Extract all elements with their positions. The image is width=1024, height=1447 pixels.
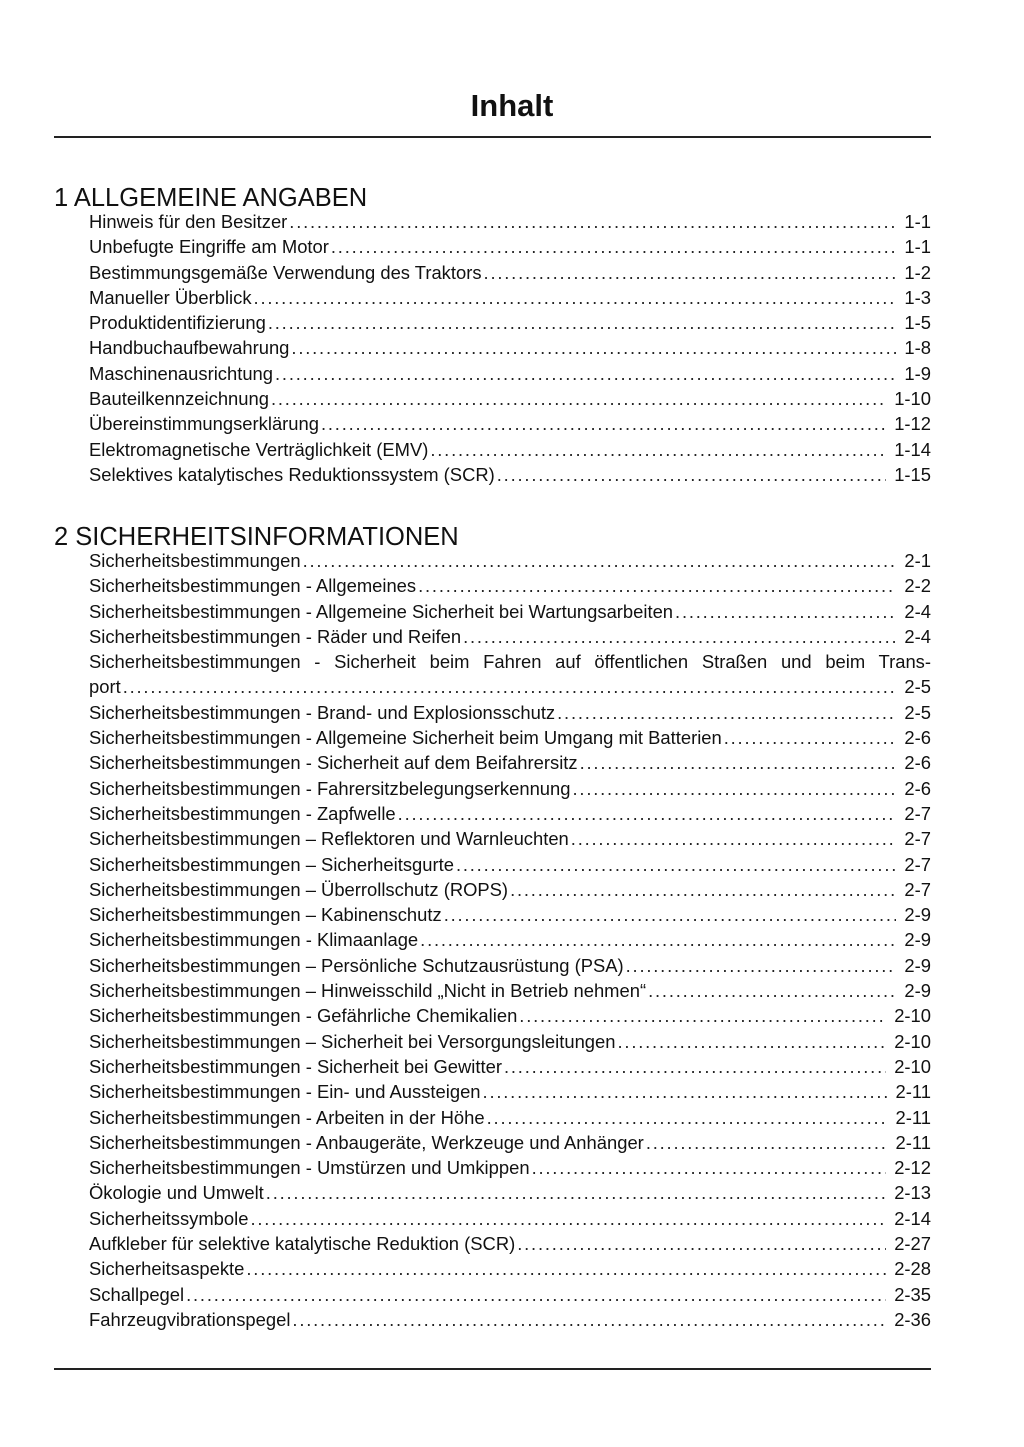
toc-entry-page: 2-7 [904,878,931,900]
toc-entry-page: 2-4 [904,625,931,647]
toc-entry-title: Sicherheitsbestimmungen - Sicherheit auf dem Beifahrersitz [89,752,578,774]
toc-entry-title: Sicherheitsbestimmungen - Sicherheit beim Fahren auf öffentlichen Straßen und beim Trans- [89,651,931,673]
toc-entry[interactable] [89,1256,931,1281]
toc-entry[interactable] [89,386,931,411]
toc-entry[interactable] [89,437,931,462]
toc-entry-title: Handbuchaufbewahrung [89,337,290,359]
toc-entry[interactable] [89,1155,931,1180]
dot-leader [250,1206,886,1231]
toc-entry[interactable] [89,573,931,598]
toc-entry-title: Sicherheitsbestimmungen - Gefährliche Chemikalien [89,1005,518,1027]
toc-entry-page: 2-12 [894,1157,931,1179]
toc-entry[interactable] [89,599,931,624]
toc-entry-page: 2-11 [895,1131,931,1153]
toc-entry-page: 1-2 [904,261,931,283]
dot-leader [268,310,897,335]
toc-entry-title: Sicherheitsbestimmungen - Sicherheit bei Gewitter [89,1055,502,1077]
toc-entry-title: Sicherheitssymbole [89,1207,249,1229]
toc-entry-title: Selektives katalytisches Reduktionssystem (SCR) [89,463,495,485]
dot-leader [291,335,896,360]
toc-entry-page: 2-36 [894,1308,931,1330]
dot-leader [418,573,896,598]
toc-entry-title: Sicherheitsbestimmungen - Arbeiten in der Höhe [89,1106,485,1128]
dot-leader [497,462,886,487]
toc-entry-page: 2-11 [895,1106,931,1128]
toc-entry-title: Manueller Überblick [89,286,252,308]
dot-leader [254,285,897,310]
toc-entry-title: Produktidentifizierung [89,312,266,334]
dot-leader [487,1105,888,1130]
toc-entry-page: 2-9 [904,929,931,951]
toc-entry[interactable] [89,1105,931,1130]
section-heading-1: 1 ALLGEMEINE ANGABEN [54,184,368,212]
toc-entry-title: Maschinenausrichtung [89,362,274,384]
toc-entry[interactable] [89,1231,931,1256]
toc-entry[interactable] [89,624,931,649]
dot-leader [246,1256,886,1281]
toc-entry-page: 2-6 [904,727,931,749]
toc-entry-title: Sicherheitsbestimmungen - Umstürzen und Umkippen [89,1157,530,1179]
toc-entry[interactable] [89,462,931,487]
toc-entry[interactable] [89,1206,931,1231]
dot-leader [303,548,897,573]
toc-entry[interactable] [89,1029,931,1054]
toc-entry-page: 1-5 [904,312,931,334]
toc-entry[interactable] [89,750,931,775]
toc-entry-page: 1-3 [904,286,931,308]
toc-entry-page: 1-12 [894,413,931,435]
toc-entry-page: 1-14 [894,438,931,460]
toc-entry-title: Sicherheitsbestimmungen - Allgemeines [89,575,417,597]
toc-entry-page: 1-8 [904,337,931,359]
toc-entry-title: Sicherheitsbestimmungen – Sicherheitsgurte [89,853,454,875]
toc-entry-title: Sicherheitsbestimmungen – Sicherheit bei Versorgungsleitungen [89,1030,616,1052]
dot-leader [648,978,896,1003]
dot-leader [510,877,896,902]
toc-entry-page: 2-11 [895,1081,931,1103]
toc-entry[interactable] [89,852,931,877]
toc-entry-title: Fahrzeugvibrationspegel [89,1308,291,1330]
dot-leader [573,776,897,801]
toc-entry-page: 2-28 [894,1258,931,1280]
toc-entry-title: Sicherheitsbestimmungen - Zapfwelle [89,802,396,824]
toc-entry[interactable] [89,927,931,952]
toc-entry[interactable] [89,1079,931,1104]
toc-entry[interactable] [89,1130,931,1155]
toc-entry-title: Bestimmungsgemäße Verwendung des Traktors [89,261,482,283]
toc-entry-title: Sicherheitsbestimmungen - Räder und Reifen [89,625,462,647]
toc-entry-page: 1-9 [904,362,931,384]
dot-leader [420,927,896,952]
toc-entry-title: Sicherheitsbestimmungen – Persönliche Schutzausrüstung (PSA) [89,954,624,976]
toc-entry-page: 2-7 [904,802,931,824]
toc-entry[interactable] [89,1003,931,1028]
toc-entry-page: 2-4 [904,600,931,622]
toc-entry-title: Sicherheitsbestimmungen - Allgemeine Sicherheit beim Umgang mit Batterien [89,727,722,749]
toc-entry-page: 2-13 [894,1182,931,1204]
toc-entry-title: Ökologie und Umwelt [89,1182,264,1204]
toc-entry-page: 2-10 [894,1055,931,1077]
toc-entry-page: 2-6 [904,752,931,774]
section-1-entries [89,209,931,487]
dot-leader [456,852,896,877]
dot-leader [186,1282,886,1307]
top-divider [54,136,931,138]
toc-entry[interactable] [89,234,931,259]
dot-leader [504,1054,886,1079]
toc-entry[interactable] [89,411,931,436]
toc-entry-page: 1-1 [904,236,931,258]
toc-entry-page: 2-9 [904,954,931,976]
toc-entry-page: 2-2 [904,575,931,597]
toc-entry[interactable] [89,1307,931,1332]
toc-entry-page: 2-10 [894,1030,931,1052]
toc-entry[interactable] [89,260,931,285]
toc-entry[interactable] [89,902,931,927]
toc-entry-title: Bauteilkennzeichnung [89,388,269,410]
dot-leader [580,750,897,775]
toc-entry-title: Sicherheitsbestimmungen - Anbaugeräte, Werkzeuge und Anhänger [89,1131,644,1153]
dot-leader [675,599,896,624]
dot-leader [266,1180,886,1205]
toc-entry[interactable] [89,285,931,310]
toc-entry-page: 2-5 [904,701,931,723]
toc-entry[interactable] [89,725,931,750]
dot-leader [321,411,886,436]
dot-leader [519,1003,886,1028]
toc-entry-title: Sicherheitsbestimmungen - Allgemeine Sicherheit bei Wartungsarbeiten [89,600,674,622]
toc-entry-title: Übereinstimmungserklärung [89,413,319,435]
section-2-entries [89,548,931,1332]
toc-entry[interactable] [89,209,931,234]
toc-entry-title: Sicherheitsbestimmungen - Brand- und Explosionsschutz [89,701,556,723]
dot-leader [532,1155,887,1180]
dot-leader [123,674,897,699]
toc-entry[interactable] [89,978,931,1003]
toc-entry-title: Sicherheitsbestimmungen – Hinweisschild „Nicht in Betrieb nehmen“ [89,980,647,1002]
section-heading-2: 2 SICHERHEITSINFORMATIONEN [54,523,459,551]
toc-entry-title: Sicherheitsbestimmungen – Überrollschutz (ROPS) [89,878,509,900]
dot-leader [398,801,897,826]
toc-entry[interactable] [89,700,931,725]
dot-leader [289,209,896,234]
toc-entry-title-continued: port [89,676,121,698]
toc-entry[interactable] [89,826,931,851]
toc-entry[interactable] [89,1054,931,1079]
toc-entry-title: Sicherheitsbestimmungen – Reflektoren und Warnleuchten [89,828,569,850]
toc-entry-page: 2-27 [894,1233,931,1255]
toc-entry[interactable] [89,649,931,700]
toc-entry-page: 1-15 [894,463,931,485]
page-title: Inhalt [470,88,554,123]
dot-leader [444,902,897,927]
toc-entry-title: Sicherheitsbestimmungen – Kabinenschutz [89,904,442,926]
dot-leader [331,234,897,259]
dot-leader [724,725,897,750]
toc-entry-title: Sicherheitsbestimmungen - Fahrersitzbelegungserkennung [89,777,571,799]
dot-leader [626,953,897,978]
dot-leader [483,1079,888,1104]
toc-entry-title: Sicherheitsaspekte [89,1258,245,1280]
dot-leader [484,260,897,285]
toc-entry-page: 2-9 [904,904,931,926]
toc-entry-page: 2-1 [904,550,931,571]
dot-leader [618,1029,887,1054]
dot-leader [646,1130,888,1155]
dot-leader [463,624,896,649]
toc-entry[interactable] [89,953,931,978]
toc-entry-page: 1-10 [894,388,931,410]
toc-entry-page: 2-6 [904,777,931,799]
toc-entry-title: Sicherheitsbestimmungen [89,550,301,571]
dot-leader [557,700,896,725]
bottom-divider [54,1368,931,1370]
dot-leader [275,361,896,386]
toc-entry-title: Sicherheitsbestimmungen - Ein- und Aussteigen [89,1081,481,1103]
toc-entry-page: 2-5 [904,676,931,698]
toc-entry-title: Unbefugte Eingriffe am Motor [89,236,329,258]
dot-leader [292,1307,886,1332]
toc-entry[interactable] [89,1180,931,1205]
toc-entry[interactable] [89,801,931,826]
toc-entry[interactable] [89,877,931,902]
dot-leader [271,386,886,411]
toc-entry-title: Sicherheitsbestimmungen - Klimaanlage [89,929,419,951]
toc-entry-page: 1-1 [904,211,931,232]
toc-entry-page: 2-7 [904,853,931,875]
toc-entry[interactable] [89,361,931,386]
toc-entry[interactable] [89,335,931,360]
toc-entry-title: Schallpegel [89,1283,185,1305]
toc-entry[interactable] [89,548,931,573]
dot-leader [517,1231,886,1256]
toc-entry[interactable] [89,1282,931,1307]
toc-entry[interactable] [89,776,931,801]
dot-leader [430,437,886,462]
toc-entry-title: Aufkleber für selektive katalytische Reduktion (SCR) [89,1233,516,1255]
toc-entry-page: 2-9 [904,980,931,1002]
toc-entry-page: 2-10 [894,1005,931,1027]
toc-entry-page: 2-7 [904,828,931,850]
toc-entry[interactable] [89,310,931,335]
toc-entry-page: 2-14 [894,1207,931,1229]
dot-leader [571,826,897,851]
toc-entry-page: 2-35 [894,1283,931,1305]
toc-entry-title: Elektromagnetische Verträglichkeit (EMV) [89,438,429,460]
toc-entry-title: Hinweis für den Besitzer [89,211,288,232]
